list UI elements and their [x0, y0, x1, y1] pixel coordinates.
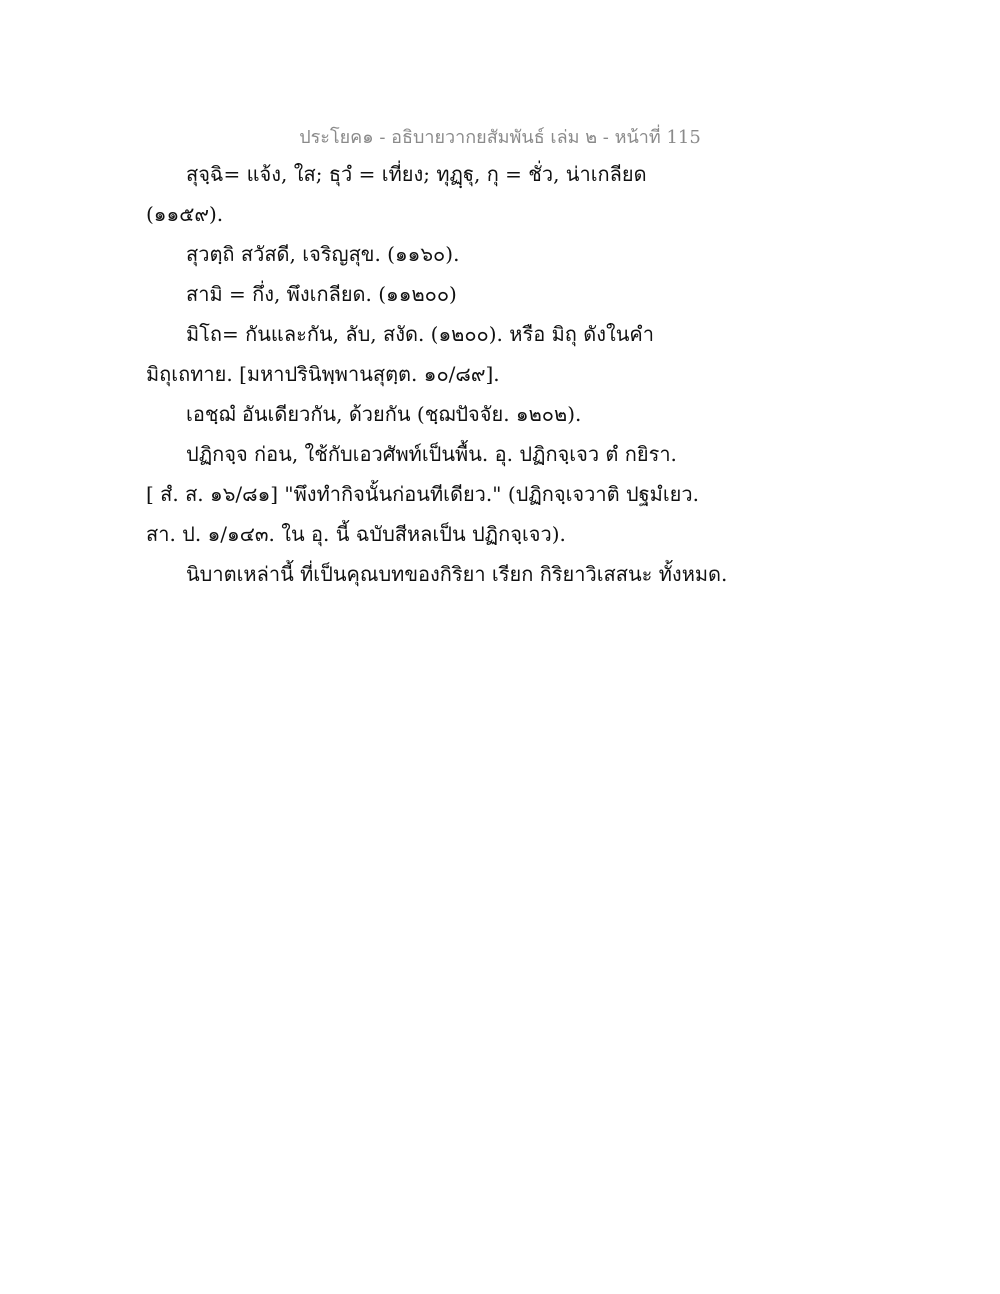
text-line: สามิ = กึ่ง, พึงเกลียด. (๑๑๒๐๐) [186, 282, 457, 306]
running-header: ประโยค๑ - อธิบายวากยสัมพันธ์ เล่ม ๒ - หน้าที่ 115 [299, 127, 701, 148]
text-line: นิบาตเหล่านี้ ที่เป็นคุณบทของกิริยา เรียก กิริยาวิเสสนะ ทั้งหมด. [186, 562, 728, 586]
text-line: [ สํ. ส. ๑๖/๘๑] "พึงทำกิจนั้นก่อนทีเดียว." (ปฏิกจฺเจวาติ ปฐมํเยว. [146, 482, 699, 506]
text-line: เอชฺฌํ อันเดียวกัน, ด้วยกัน (ชฺฌปัจจัย. ๑๒๐๒). [186, 402, 582, 426]
text-line: สา. ป. ๑/๑๔๓. ใน อุ. นี้ ฉบับสีหลเป็น ปฏิกจฺเจว). [146, 522, 566, 546]
text-line: สุวตฺถิ สวัสดี, เจริญสุข. (๑๑๖๐). [186, 242, 460, 266]
text-line: สุจฺฉิ= แจ้ง, ใส; ธุวํ = เที่ยง; ทุฏฺฐุ, กุ = ชั่ว, น่าเกลียด [186, 162, 647, 186]
text-line: ปฏิกจฺจ ก่อน, ใช้กับเอวศัพท์เป็นพื้น. อุ. ปฏิกจฺเจว ตํ กยิรา. [186, 442, 677, 466]
text-line: มิถุเถทาย. [มหาปรินิพฺพานสุตฺต. ๑๐/๘๙]. [146, 362, 500, 386]
text-line: มิโถ= กันและกัน, ลับ, สงัด. (๑๒๐๐). หรือ มิถุ ดังในคำ [186, 322, 655, 346]
text-line: (๑๑๕๙). [146, 202, 224, 226]
